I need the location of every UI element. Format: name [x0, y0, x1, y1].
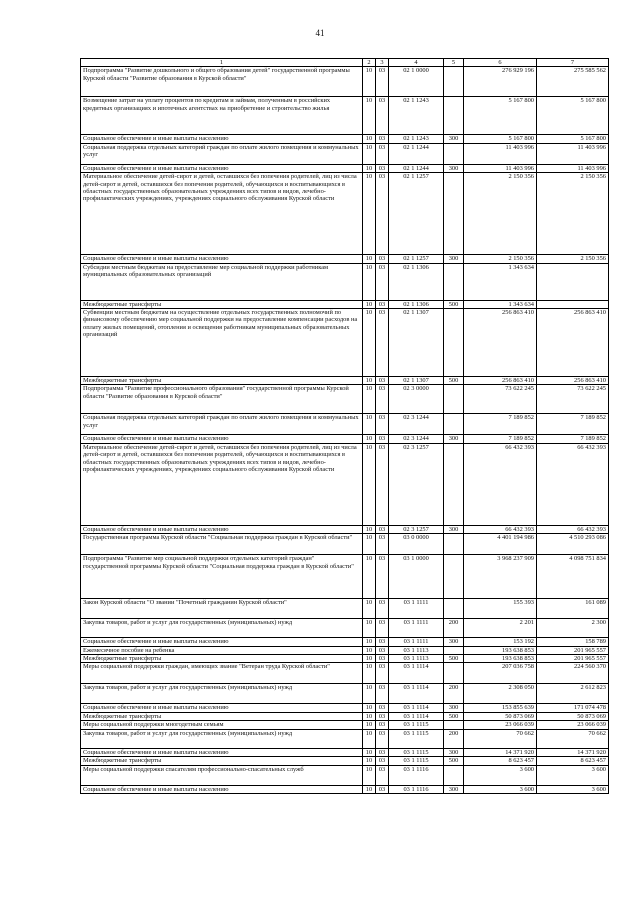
table-row — [81, 435, 609, 443]
table-row — [81, 173, 609, 255]
amount-year2-cell: 4 510 293 086 — [537, 534, 609, 555]
amount-year1-cell: 73 622 245 — [464, 385, 537, 414]
subsection-code-cell: 03 — [376, 748, 389, 756]
row-name-cell: Социальное обеспечение и иные выплаты населению — [81, 638, 363, 646]
subsection-code-cell: 03 — [376, 135, 389, 143]
table-row — [81, 655, 609, 663]
page-number: 41 — [315, 28, 325, 38]
target-article-cell: 02 1 1306 — [389, 263, 444, 300]
table-row — [81, 255, 609, 263]
amount-year1-cell: 193 638 853 — [464, 646, 537, 654]
subsection-code-cell: 03 — [376, 757, 389, 765]
amount-year2-cell: 73 622 245 — [537, 385, 609, 414]
subsection-code-cell: 03 — [376, 173, 389, 255]
row-name-cell: Социальное обеспечение и иные выплаты населению — [81, 255, 363, 263]
row-name-cell: Социальное обеспечение и иные выплаты населению — [81, 525, 363, 533]
subsection-code-cell: 03 — [376, 655, 389, 663]
amount-year1-cell: 276 929 196 — [464, 67, 537, 97]
row-name-cell: Подпрограмма "Развитие дошкольного и общего образования детей" государственной программы Курской области "Развитие образования в Курской области" — [81, 67, 363, 97]
expense-type-cell — [444, 646, 464, 654]
table-row — [81, 309, 609, 377]
row-name-cell: Субвенции местным бюджетам на осуществление отдельных государственных полномочий по финансовому обеспечению мер социальной поддержки на предоставление компенсации расходов на оплату жилых помещений, отопления и освещения работникам муниципальных образовательных организаций — [81, 309, 363, 377]
section-code-cell: 10 — [363, 255, 376, 263]
table-row — [81, 684, 609, 704]
section-code-cell: 10 — [363, 748, 376, 756]
target-article-cell: 03 1 1115 — [389, 729, 444, 748]
row-name-cell: Подпрограмма "Развитие мер социальной поддержки отдельных категорий граждан" государственной программы Курской области "Социальная поддержка граждан в Курской области" — [81, 555, 363, 599]
table-row — [81, 646, 609, 654]
row-name-cell: Межбюджетные трансферты — [81, 712, 363, 720]
section-code-cell: 10 — [363, 684, 376, 704]
header-cell-5: 5 — [444, 59, 464, 67]
subsection-code-cell: 03 — [376, 534, 389, 555]
table-row — [81, 164, 609, 172]
amount-year1-cell: 3 600 — [464, 785, 537, 793]
expense-type-cell: 300 — [444, 435, 464, 443]
subsection-code-cell: 03 — [376, 646, 389, 654]
expense-type-cell: 300 — [444, 748, 464, 756]
row-name-cell: Межбюджетные трансферты — [81, 377, 363, 385]
table-row — [81, 263, 609, 300]
amount-year1-cell: 5 167 800 — [464, 97, 537, 135]
expense-type-cell: 300 — [444, 255, 464, 263]
amount-year2-cell: 14 371 920 — [537, 748, 609, 756]
table-row — [81, 663, 609, 684]
subsection-code-cell: 03 — [376, 67, 389, 97]
table-row — [81, 619, 609, 638]
amount-year2-cell: 158 789 — [537, 638, 609, 646]
expense-type-cell: 200 — [444, 619, 464, 638]
subsection-code-cell: 03 — [376, 619, 389, 638]
expense-type-cell: 200 — [444, 729, 464, 748]
amount-year2-cell: 2 150 356 — [537, 173, 609, 255]
subsection-code-cell: 03 — [376, 143, 389, 164]
budget-table — [80, 58, 609, 794]
target-article-cell: 03 1 1113 — [389, 646, 444, 654]
header-row — [81, 59, 609, 67]
section-code-cell: 10 — [363, 757, 376, 765]
section-code-cell: 10 — [363, 385, 376, 414]
amount-year2-cell: 201 965 557 — [537, 646, 609, 654]
row-name-cell: Социальная поддержка отдельных категорий граждан по оплате жилого помещения и коммунальных услуг — [81, 414, 363, 435]
amount-year1-cell: 207 036 758 — [464, 663, 537, 684]
target-article-cell: 03 1 1116 — [389, 765, 444, 785]
table-row — [81, 385, 609, 414]
row-name-cell: Материальное обеспечение детей-сирот и детей, оставшихся без попечения родителей, лиц из числа детей-сирот и детей, оставшихся без попечения родителей, обучающихся и воспитывающихся в областных государственных образовательных учреждениях всех типов и видов, лечебно-профилактических учреждениях, учреждениях социального обслуживания Курской области — [81, 443, 363, 525]
row-name-cell: Государственная программа Курской области "Социальная поддержка граждан в Курской области" — [81, 534, 363, 555]
amount-year1-cell: 2 201 — [464, 619, 537, 638]
amount-year1-cell: 256 863 410 — [464, 309, 537, 377]
row-name-cell: Социальная поддержка отдельных категорий граждан по оплате жилого помещения и коммунальных услуг — [81, 143, 363, 164]
target-article-cell: 02 1 1307 — [389, 309, 444, 377]
amount-year2-cell: 7 189 852 — [537, 435, 609, 443]
target-article-cell: 03 1 1115 — [389, 748, 444, 756]
table-row — [81, 143, 609, 164]
amount-year2-cell — [537, 263, 609, 300]
target-article-cell: 03 1 1111 — [389, 619, 444, 638]
amount-year2-cell: 3 600 — [537, 785, 609, 793]
row-name-cell: Социальное обеспечение и иные выплаты населению — [81, 704, 363, 712]
target-article-cell: 02 1 1306 — [389, 300, 444, 308]
target-article-cell: 02 1 1307 — [389, 377, 444, 385]
subsection-code-cell: 03 — [376, 309, 389, 377]
amount-year2-cell: 171 074 478 — [537, 704, 609, 712]
amount-year1-cell: 3 600 — [464, 765, 537, 785]
target-article-cell: 02 1 1243 — [389, 135, 444, 143]
amount-year2-cell: 3 600 — [537, 765, 609, 785]
section-code-cell: 10 — [363, 263, 376, 300]
amount-year2-cell: 201 965 557 — [537, 655, 609, 663]
amount-year1-cell: 4 401 194 986 — [464, 534, 537, 555]
row-name-cell: Ежемесячное пособие на ребенка — [81, 646, 363, 654]
row-name-cell: Социальное обеспечение и иные выплаты населению — [81, 135, 363, 143]
amount-year2-cell: 8 623 457 — [537, 757, 609, 765]
amount-year2-cell: 7 189 852 — [537, 414, 609, 435]
section-code-cell: 10 — [363, 619, 376, 638]
amount-year1-cell: 1 343 634 — [464, 300, 537, 308]
amount-year1-cell: 11 403 996 — [464, 143, 537, 164]
section-code-cell: 10 — [363, 785, 376, 793]
expense-type-cell: 500 — [444, 655, 464, 663]
table-row — [81, 555, 609, 599]
expense-type-cell — [444, 599, 464, 619]
row-name-cell: Подпрограмма "Развитие профессионального образования" государственной программы Курской области "Развитие образования в Курской области" — [81, 385, 363, 414]
table-row — [81, 525, 609, 533]
row-name-cell: Закупка товаров, работ и услуг для государственных (муниципальных) нужд — [81, 729, 363, 748]
target-article-cell: 03 1 1114 — [389, 704, 444, 712]
subsection-code-cell: 03 — [376, 765, 389, 785]
subsection-code-cell: 03 — [376, 712, 389, 720]
subsection-code-cell: 03 — [376, 785, 389, 793]
target-article-cell: 02 3 1244 — [389, 414, 444, 435]
subsection-code-cell: 03 — [376, 164, 389, 172]
row-name-cell: Межбюджетные трансферты — [81, 300, 363, 308]
target-article-cell: 02 1 1244 — [389, 164, 444, 172]
table-row — [81, 534, 609, 555]
header-cell-2: 2 — [363, 59, 376, 67]
amount-year2-cell: 11 403 996 — [537, 143, 609, 164]
amount-year1-cell: 155 393 — [464, 599, 537, 619]
expense-type-cell — [444, 534, 464, 555]
expense-type-cell — [444, 309, 464, 377]
expense-type-cell — [444, 765, 464, 785]
target-article-cell: 03 1 1115 — [389, 757, 444, 765]
section-code-cell: 10 — [363, 721, 376, 729]
table-row — [81, 765, 609, 785]
section-code-cell: 10 — [363, 525, 376, 533]
amount-year2-cell: 4 098 751 834 — [537, 555, 609, 599]
section-code-cell: 10 — [363, 599, 376, 619]
section-code-cell: 10 — [363, 143, 376, 164]
target-article-cell: 03 1 1111 — [389, 638, 444, 646]
expense-type-cell — [444, 173, 464, 255]
table-row — [81, 721, 609, 729]
table-row — [81, 599, 609, 619]
expense-type-cell: 300 — [444, 638, 464, 646]
target-article-cell: 03 1 1114 — [389, 684, 444, 704]
header-cell-3: 3 — [376, 59, 389, 67]
table-row — [81, 638, 609, 646]
target-article-cell: 03 1 1113 — [389, 655, 444, 663]
subsection-code-cell: 03 — [376, 729, 389, 748]
amount-year1-cell: 11 403 996 — [464, 164, 537, 172]
amount-year2-cell: 66 432 393 — [537, 525, 609, 533]
section-code-cell: 10 — [363, 67, 376, 97]
amount-year1-cell: 14 371 920 — [464, 748, 537, 756]
expense-type-cell — [444, 663, 464, 684]
amount-year1-cell: 256 863 410 — [464, 377, 537, 385]
amount-year2-cell: 256 863 410 — [537, 377, 609, 385]
section-code-cell: 10 — [363, 300, 376, 308]
amount-year2-cell: 256 863 410 — [537, 309, 609, 377]
section-code-cell: 10 — [363, 646, 376, 654]
amount-year1-cell: 7 189 852 — [464, 435, 537, 443]
subsection-code-cell: 03 — [376, 721, 389, 729]
expense-type-cell — [444, 263, 464, 300]
section-code-cell: 10 — [363, 765, 376, 785]
amount-year1-cell: 7 189 852 — [464, 414, 537, 435]
subsection-code-cell: 03 — [376, 414, 389, 435]
section-code-cell: 10 — [363, 435, 376, 443]
section-code-cell: 10 — [363, 655, 376, 663]
subsection-code-cell: 03 — [376, 638, 389, 646]
subsection-code-cell: 03 — [376, 300, 389, 308]
table-row — [81, 443, 609, 525]
section-code-cell: 10 — [363, 638, 376, 646]
target-article-cell: 02 3 1257 — [389, 525, 444, 533]
subsection-code-cell: 03 — [376, 385, 389, 414]
expense-type-cell — [444, 67, 464, 97]
expense-type-cell: 500 — [444, 712, 464, 720]
target-article-cell: 02 1 1243 — [389, 97, 444, 135]
section-code-cell: 10 — [363, 377, 376, 385]
amount-year1-cell: 2 150 356 — [464, 173, 537, 255]
amount-year1-cell: 66 432 393 — [464, 443, 537, 525]
table-row — [81, 704, 609, 712]
expense-type-cell: 200 — [444, 684, 464, 704]
target-article-cell: 02 1 1257 — [389, 255, 444, 263]
table-row — [81, 712, 609, 720]
expense-type-cell: 300 — [444, 785, 464, 793]
amount-year1-cell: 153 192 — [464, 638, 537, 646]
expense-type-cell — [444, 97, 464, 135]
expense-type-cell: 300 — [444, 704, 464, 712]
header-cell-7: 7 — [537, 59, 609, 67]
expense-type-cell: 500 — [444, 300, 464, 308]
subsection-code-cell: 03 — [376, 663, 389, 684]
expense-type-cell — [444, 385, 464, 414]
amount-year2-cell: 224 560 370 — [537, 663, 609, 684]
row-name-cell: Меры социальной поддержки граждан, имеющих звание "Ветеран труда Курской области" — [81, 663, 363, 684]
amount-year2-cell: 2 300 — [537, 619, 609, 638]
amount-year2-cell: 23 066 039 — [537, 721, 609, 729]
target-article-cell: 03 1 1115 — [389, 721, 444, 729]
expense-type-cell: 300 — [444, 164, 464, 172]
target-article-cell: 02 1 0000 — [389, 67, 444, 97]
table-row — [81, 729, 609, 748]
section-code-cell: 10 — [363, 135, 376, 143]
section-code-cell: 10 — [363, 555, 376, 599]
section-code-cell: 10 — [363, 712, 376, 720]
row-name-cell: Закупка товаров, работ и услуг для государственных (муниципальных) нужд — [81, 684, 363, 704]
section-code-cell: 10 — [363, 414, 376, 435]
row-name-cell: Межбюджетные трансферты — [81, 757, 363, 765]
amount-year1-cell: 66 432 393 — [464, 525, 537, 533]
expense-type-cell: 300 — [444, 525, 464, 533]
row-name-cell: Межбюджетные трансферты — [81, 655, 363, 663]
row-name-cell: Меры социальной поддержки многодетным семьям — [81, 721, 363, 729]
amount-year2-cell: 70 662 — [537, 729, 609, 748]
target-article-cell: 03 1 1111 — [389, 599, 444, 619]
amount-year2-cell: 2 150 356 — [537, 255, 609, 263]
amount-year2-cell: 5 167 800 — [537, 97, 609, 135]
amount-year1-cell: 50 873 069 — [464, 712, 537, 720]
target-article-cell: 02 3 1244 — [389, 435, 444, 443]
subsection-code-cell: 03 — [376, 599, 389, 619]
amount-year2-cell: 66 432 393 — [537, 443, 609, 525]
table-row — [81, 67, 609, 97]
subsection-code-cell: 03 — [376, 704, 389, 712]
section-code-cell: 10 — [363, 443, 376, 525]
amount-year1-cell: 8 623 457 — [464, 757, 537, 765]
row-name-cell: Социальное обеспечение и иные выплаты населению — [81, 785, 363, 793]
target-article-cell: 02 3 1257 — [389, 443, 444, 525]
row-name-cell: Закупка товаров, работ и услуг для государственных (муниципальных) нужд — [81, 619, 363, 638]
expense-type-cell — [444, 414, 464, 435]
row-name-cell: Материальное обеспечение детей-сирот и детей, оставшихся без попечения родителей, лиц из числа детей-сирот и детей, оставшихся без попечения родителей, обучающихся и воспитывающихся в областных государственных образовательных учреждениях всех типов и видов, лечебно-профилактических учреждениях, учреждениях социального обслуживания Курской области — [81, 173, 363, 255]
subsection-code-cell: 03 — [376, 377, 389, 385]
subsection-code-cell: 03 — [376, 263, 389, 300]
section-code-cell: 10 — [363, 97, 376, 135]
row-name-cell: Возмещение затрат на уплату процентов по кредитам и займам, полученным в российских кредитных организациях и ипотечных агентствах на приобретение и строительство жилья — [81, 97, 363, 135]
section-code-cell: 10 — [363, 663, 376, 684]
target-article-cell: 03 1 1114 — [389, 712, 444, 720]
amount-year1-cell: 2 308 050 — [464, 684, 537, 704]
row-name-cell: Социальное обеспечение и иные выплаты населению — [81, 748, 363, 756]
table-row — [81, 97, 609, 135]
amount-year1-cell: 5 167 800 — [464, 135, 537, 143]
amount-year2-cell — [537, 300, 609, 308]
table-body — [81, 67, 609, 794]
expense-type-cell — [444, 721, 464, 729]
subsection-code-cell: 03 — [376, 443, 389, 525]
header-cell-4: 4 — [389, 59, 444, 67]
subsection-code-cell: 03 — [376, 684, 389, 704]
section-code-cell: 10 — [363, 173, 376, 255]
header-cell-1: 1 — [81, 59, 363, 67]
target-article-cell: 03 1 1114 — [389, 663, 444, 684]
section-code-cell: 10 — [363, 164, 376, 172]
amount-year1-cell: 23 066 039 — [464, 721, 537, 729]
target-article-cell: 02 1 1244 — [389, 143, 444, 164]
section-code-cell: 10 — [363, 534, 376, 555]
table-row — [81, 135, 609, 143]
subsection-code-cell: 03 — [376, 97, 389, 135]
expense-type-cell: 300 — [444, 135, 464, 143]
table-row — [81, 785, 609, 793]
expense-type-cell: 500 — [444, 377, 464, 385]
target-article-cell: 03 1 1116 — [389, 785, 444, 793]
amount-year2-cell: 50 873 069 — [537, 712, 609, 720]
expense-type-cell: 500 — [444, 757, 464, 765]
amount-year2-cell: 2 612 823 — [537, 684, 609, 704]
subsection-code-cell: 03 — [376, 525, 389, 533]
subsection-code-cell: 03 — [376, 435, 389, 443]
amount-year2-cell: 5 167 800 — [537, 135, 609, 143]
expense-type-cell — [444, 143, 464, 164]
amount-year2-cell: 161 089 — [537, 599, 609, 619]
table-row — [81, 414, 609, 435]
target-article-cell: 02 1 1257 — [389, 173, 444, 255]
row-name-cell: Субсидии местным бюджетам на предоставление мер социальной поддержки работникам муниципальных образовательных организаций — [81, 263, 363, 300]
amount-year2-cell: 11 403 996 — [537, 164, 609, 172]
section-code-cell: 10 — [363, 729, 376, 748]
amount-year1-cell: 3 968 237 909 — [464, 555, 537, 599]
section-code-cell: 10 — [363, 309, 376, 377]
row-name-cell: Социальное обеспечение и иные выплаты населению — [81, 164, 363, 172]
amount-year1-cell: 1 343 634 — [464, 263, 537, 300]
expense-type-cell — [444, 443, 464, 525]
target-article-cell: 03 1 0000 — [389, 555, 444, 599]
header-cell-6: 6 — [464, 59, 537, 67]
table-row — [81, 748, 609, 756]
table-row — [81, 757, 609, 765]
table-row — [81, 300, 609, 308]
amount-year1-cell: 193 638 853 — [464, 655, 537, 663]
amount-year1-cell: 2 150 356 — [464, 255, 537, 263]
table-row — [81, 377, 609, 385]
amount-year1-cell: 70 662 — [464, 729, 537, 748]
subsection-code-cell: 03 — [376, 555, 389, 599]
target-article-cell: 03 0 0000 — [389, 534, 444, 555]
row-name-cell: Меры социальной поддержки спасателям профессионально-спасательных служб — [81, 765, 363, 785]
subsection-code-cell: 03 — [376, 255, 389, 263]
target-article-cell: 02 3 0000 — [389, 385, 444, 414]
row-name-cell: Социальное обеспечение и иные выплаты населению — [81, 435, 363, 443]
expense-type-cell — [444, 555, 464, 599]
amount-year1-cell: 153 855 639 — [464, 704, 537, 712]
amount-year2-cell: 275 585 562 — [537, 67, 609, 97]
section-code-cell: 10 — [363, 704, 376, 712]
row-name-cell: Закон Курской области "О звании "Почетный гражданин Курской области" — [81, 599, 363, 619]
